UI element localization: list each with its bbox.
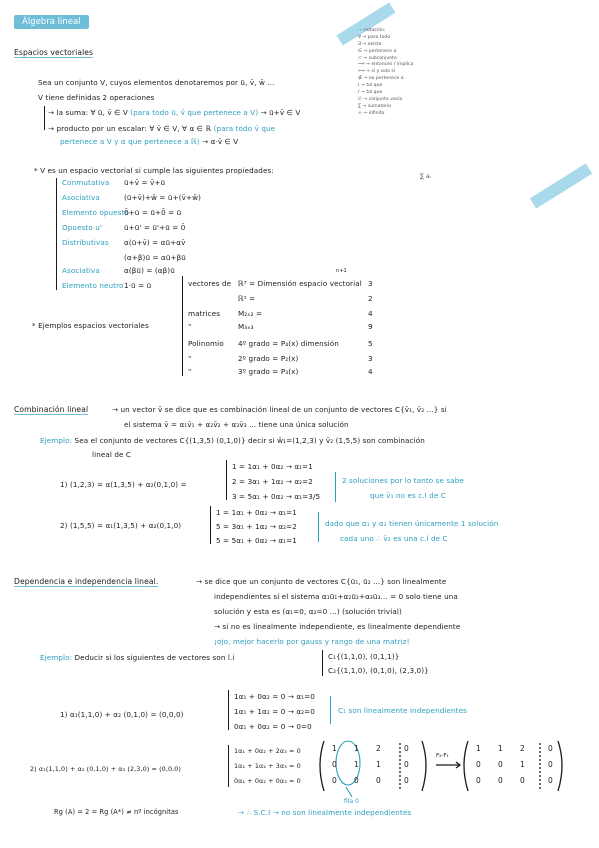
- matrix-cell: 2: [520, 744, 525, 753]
- e2-brace: [228, 745, 229, 787]
- ejemplo-row: [188, 279, 373, 288]
- property-row: [62, 178, 165, 187]
- note-line: ∈ → pertenece a: [358, 48, 397, 54]
- s3-d2: independientes si el sistema α₁ū₁+α₂ū₂+α₃ū₃... = 0 solo tiene una: [214, 592, 458, 601]
- row-op-label: F₂-F₁: [436, 753, 449, 759]
- e2-eq: 1α₁ + 1α₂ + 3α₃ = 0: [234, 762, 301, 770]
- ejemplo-row: [188, 322, 373, 331]
- matrix-cell: 1: [332, 744, 337, 753]
- matrix-cell: 0: [498, 760, 503, 769]
- gauss-matrices: [318, 735, 588, 805]
- section-heading-dependencia: Dependencia e independencia lineal.: [14, 577, 159, 586]
- set-c1: C₁{(1,1,0), (0,1,1)}: [328, 652, 400, 661]
- ejemplo-row: [188, 367, 373, 376]
- property-formula: ū+v̄ = v̄+ū: [124, 178, 166, 187]
- set-c2: C₂{(1,1,0), (0,1,0), (2,3,0)}: [328, 666, 429, 675]
- e2-eq: 0α₁ + 0α₂ + 0α₃ = 0: [234, 777, 301, 785]
- s3-tip: ¡ojo, mejor hacerlo por gauss y rango de una matriz!: [214, 637, 410, 646]
- ejemplo-type: Polinomio: [188, 339, 224, 348]
- property-row: [62, 238, 185, 247]
- matrix-cell: 0: [404, 744, 409, 753]
- note-line: ∀ → para todo: [358, 34, 391, 40]
- prod-result: → α·v̄ ∈ V: [202, 137, 239, 146]
- matrix-cell: 1: [354, 760, 359, 769]
- property-name: Asociativa: [62, 193, 100, 202]
- p2-eq: 1 = 1α₁ + 0α₂ → α₁=1: [216, 508, 297, 517]
- props-intro: * V es un espacio vectorial si cumple las siguientes propiedades:: [34, 166, 274, 175]
- p2-eq: 5 = 3α₁ + 1α₂ → α₂=2: [216, 522, 297, 531]
- p1-eq: 2 = 3α₁ + 1α₂ → α₂=2: [232, 477, 313, 486]
- page-title: Álgebra lineal: [14, 15, 89, 29]
- matrix-bracket-left: [320, 741, 324, 791]
- producto-line: [48, 124, 275, 133]
- producto-line2: [60, 137, 238, 146]
- property-formula: (α+β)ū = αū+βū: [124, 253, 186, 262]
- ejemplo-type: matrices: [188, 309, 221, 318]
- p1-note: 2 soluciones por lo tanto se sabe: [342, 476, 464, 485]
- s2-ej1: Sea el conjunto de vectores C{(1,3,5) (0,1,0)} decir si w̄₁=(1,2,3) y v̄₂ (1,5,5) son combinación: [74, 436, 425, 445]
- ejemplo-type: ": [188, 322, 192, 331]
- notation-notes: [358, 28, 413, 118]
- note-line: ∃ → existe: [358, 41, 382, 47]
- property-row: [62, 223, 185, 232]
- ejemplo-space: M₃ₓ₃: [238, 322, 254, 331]
- property-row: [62, 266, 175, 275]
- e1-note: C₁ son linealmente independientes: [338, 706, 467, 715]
- p1-lhs: 1) (1,2,3) = α(1,3,5) + α₂(0,1,0) =: [60, 480, 187, 489]
- p2-eq: 5 = 5α₁ + 0α₂ → α₁=1: [216, 536, 297, 545]
- matrix-cell: 0: [548, 744, 553, 753]
- note-line: ∞ → infinito: [358, 110, 385, 116]
- suma-line: [48, 108, 300, 117]
- p1-note: que v̄₁ no es c.l de C: [370, 491, 446, 500]
- ejemplo-space: ℝ² =: [238, 294, 256, 303]
- matrix-cell: 0: [548, 776, 553, 785]
- ejemplo-space: M₂ₓ₂ =: [238, 309, 263, 318]
- matrix-cell: 0: [332, 776, 337, 785]
- matrix-cell: 0: [376, 776, 381, 785]
- matrix-cell: 0: [404, 760, 409, 769]
- note-line: ∉ → no pertenece a: [358, 76, 404, 82]
- property-row: [62, 253, 186, 262]
- p1-note-brace: [335, 472, 336, 502]
- property-formula: α(ū+v̄) = αū+αv̄: [124, 238, 186, 247]
- note-line: ∅ → conjunto vacío: [358, 96, 403, 102]
- property-formula: α(βū) = (αβ)ū: [124, 266, 175, 275]
- matrix-cell: 0: [354, 776, 359, 785]
- ejemplo-row: [188, 354, 373, 363]
- s1-line2: V tiene definidas 2 operaciones: [38, 93, 155, 102]
- e1-eq: 0α₁ + 0α₂ = 0 → 0=0: [234, 722, 312, 731]
- ejemplos-brace: [182, 276, 183, 376]
- prod-blue: (para todo v̄ que: [213, 124, 276, 133]
- ejemplo-dim: 4: [368, 367, 373, 376]
- prod-blue2: pertenece a V y α que pertenece a ℝ): [60, 137, 200, 146]
- matrix-cell: 0: [404, 776, 409, 785]
- s2-def1: → un vector v̄ se dice que es combinación lineal de un conjunto de vectores C{v̄₁, v̄₂ ...} si: [112, 405, 447, 414]
- ejemplos-label: * Ejemplos espacios vectoriales: [32, 321, 149, 330]
- section-heading-espacios: Espacios vectoriales: [14, 48, 94, 57]
- note-line: ⟺ → si y solo si: [358, 69, 396, 75]
- e1-lhs: 1) α₁(1,1,0) + α₂ (0,1,0) = (0,0,0): [60, 710, 184, 719]
- matrix-bracket-right: [558, 741, 562, 791]
- s2-def2: el sistema v̄ = α₁v̄₁ + α₂v̄₂ + α₃v̄₃ ... tiene una única solución: [124, 420, 349, 429]
- props-brace: [56, 178, 57, 290]
- p1-brace: [226, 460, 227, 500]
- s3-ej-text: Deducir si los siguientes de vectores son l.i: [74, 653, 235, 662]
- suma-key: → la suma: ∀ ū, v̄ ∈ V: [48, 108, 128, 117]
- s1-line1: Sea un conjunto V, cuyos elementos denotaremos por ū, v̄, w̄ ...: [38, 78, 275, 87]
- fila0-label: fila 0: [344, 798, 359, 805]
- p1-eq: 1 = 1α₁ + 0α₂ → α₁=1: [232, 462, 313, 471]
- ejemplo-dim: 5: [368, 339, 373, 348]
- matrix-cell: 2: [376, 744, 381, 753]
- ejemplo-space: 4º grado = P₄(x) dimensión: [238, 339, 339, 348]
- matrix-bracket-right: [422, 741, 426, 791]
- property-row: [62, 208, 181, 217]
- e1-brace: [228, 690, 229, 730]
- note-line: ∑ → sumatorio: [358, 103, 392, 109]
- ejemplo-type: vectores de: [188, 279, 232, 288]
- note-line: ⋯ notación:: [358, 28, 386, 33]
- s2-example: [40, 436, 425, 445]
- matrix-cell: 1: [498, 744, 503, 753]
- ejemplo-space: 3º grado = P₃(x): [238, 367, 299, 376]
- section-heading-combinacion: Combinación lineal: [14, 405, 89, 414]
- conclusion-line: → ∴ S.C.I → no son linealmente independientes: [238, 808, 412, 817]
- e2-lhs: 2) α₁(1,1,0) + α₂ (0,1,0) + α₃ (2,3,0) = (0,0,0): [30, 765, 182, 773]
- ejemplo-space: ℝ³ = Dimensión espacio vectorial: [238, 279, 362, 288]
- property-formula: (ū+v̄)+w̄ = ū+(v̄+w̄): [124, 193, 201, 202]
- e2-eq: 1α₁ + 0α₂ + 2α₃ = 0: [234, 747, 301, 755]
- ejemplo-dim: 3: [368, 354, 373, 363]
- ejemplo-row: [188, 339, 373, 348]
- p2-note: dado que α₁ y α₂ tienen únicamente 1 solución: [325, 519, 499, 528]
- dim-note: n+1: [336, 268, 347, 274]
- matrix-cell: 1: [376, 760, 381, 769]
- s2-ej2: lineal de C: [92, 450, 132, 459]
- ejemplo-row: [188, 294, 373, 303]
- ejemplo-space: 2º grado = P₂(x): [238, 354, 299, 363]
- note-line: | → tal que: [358, 83, 383, 89]
- arrow-line: [346, 787, 352, 797]
- property-formula: 1·ū = ū: [124, 281, 152, 290]
- matrix-cell: 1: [476, 744, 481, 753]
- property-formula: ū+ū' = ū'+ū = 0̄: [124, 223, 186, 232]
- note-line: ⟹ → entonces / implica: [358, 62, 414, 68]
- ejemplo-dim: 4: [368, 309, 373, 318]
- matrix-cell: 0: [548, 760, 553, 769]
- s3-example: [40, 653, 234, 662]
- p2-note: cada uno ∴ v̄₂ es una c.l de C: [340, 534, 448, 543]
- matrix-cell: 1: [520, 760, 525, 769]
- matrix-bracket-left: [464, 741, 468, 791]
- property-name: Asociativa: [62, 266, 100, 275]
- s2-ej-label: Ejemplo:: [40, 436, 73, 445]
- sets-brace: [322, 650, 323, 676]
- property-name: Conmutativa: [62, 178, 110, 187]
- p2-brace: [210, 506, 211, 544]
- ejemplo-type: ": [188, 354, 192, 363]
- property-row: [62, 193, 201, 202]
- ejemplo-dim: 3: [368, 279, 373, 288]
- property-row: [62, 281, 151, 290]
- s3-d3: solución y esta es (α₁=0, α₂=0 ...) (solución trivial): [214, 607, 402, 616]
- matrix-cell: 0: [520, 776, 525, 785]
- suma-blue: (para todo ū, v̄ que pertenece a V): [130, 108, 259, 117]
- ejemplo-dim: 9: [368, 322, 373, 331]
- property-formula: 0̄+ū = ū+0̄ = ū: [124, 208, 182, 217]
- suma-result: → ū+v̄ ∈ V: [260, 108, 301, 117]
- matrix-cell: 0: [476, 760, 481, 769]
- property-name: Distributivas: [62, 238, 109, 247]
- property-name: Elemento neutro: [62, 281, 124, 290]
- rank-line: Rg (A) = 2 = Rg (A*) ≠ nº incógnitas: [54, 808, 179, 816]
- note-sum: ∑ aᵢ: [420, 173, 431, 180]
- prod-key: → producto por un escalar: ∀ v̄ ∈ V, ∀ α ∈ ℝ: [48, 124, 212, 133]
- property-name: Elemento opuesto: [62, 208, 129, 217]
- operations-brace: [44, 106, 45, 130]
- note-line: / → tal que: [358, 90, 383, 96]
- e1-eq: 1α₁ + 0α₂ = 0 → α₁=0: [234, 692, 315, 701]
- matrix-cell: 0: [498, 776, 503, 785]
- p1-eq: 3 = 5α₁ + 0α₂ → α₁=3/5: [232, 492, 321, 501]
- s3-ej-label: Ejemplo:: [40, 653, 73, 662]
- s3-d1: → se dice que un conjunto de vectores C{ū₁, ū₂ ...} son linealmente: [196, 577, 447, 586]
- matrix-cell: 1: [354, 744, 359, 753]
- property-name: Opuesto u': [62, 223, 102, 232]
- ejemplo-dim: 2: [368, 294, 373, 303]
- s3-d4: → si no es linealmente independiente, es linealmente dependiente: [214, 622, 461, 631]
- washi-tape-right: [530, 163, 592, 208]
- p2-lhs: 2) (1,5,5) = α₁(1,3,5) + α₂(0,1,0): [60, 521, 182, 530]
- matrix-cell: 0: [476, 776, 481, 785]
- ejemplo-row: [188, 309, 373, 318]
- ejemplo-type: ": [188, 367, 192, 376]
- matrix-cell: 0: [332, 760, 337, 769]
- p2-note-brace: [318, 512, 319, 542]
- note-line: ⊂ → subconjunto: [358, 55, 397, 61]
- e1-note-brace: [330, 696, 331, 724]
- e1-eq: 1α₁ + 1α₂ = 0 → α₂=0: [234, 707, 315, 716]
